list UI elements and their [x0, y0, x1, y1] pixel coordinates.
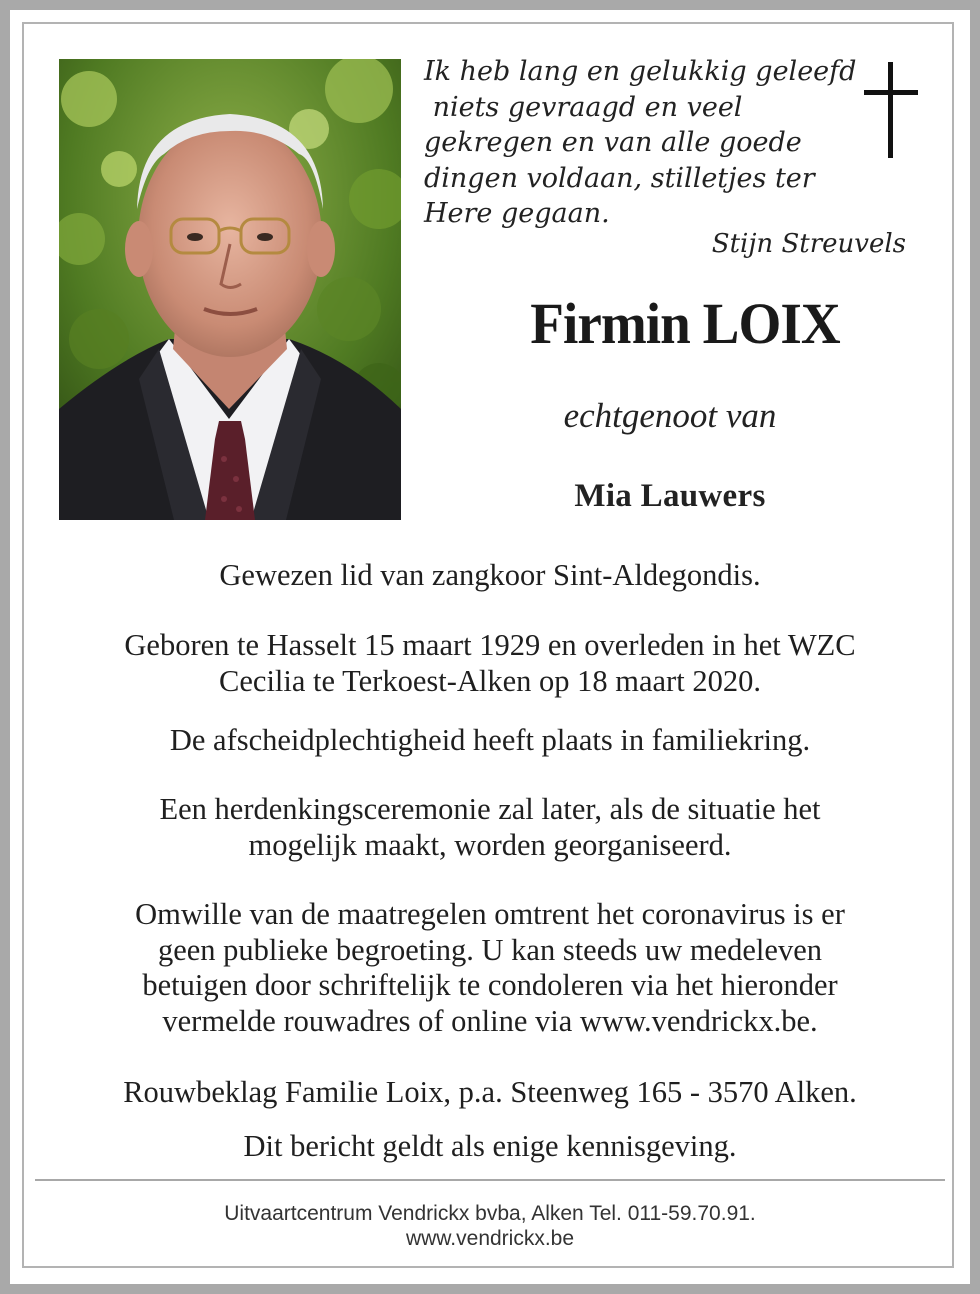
- obituary-card: [10, 10, 970, 1284]
- paragraph-line: vermelde rouwadres of online via www.vendrickx.be.: [162, 1003, 818, 1038]
- footer-divider: [35, 1179, 945, 1181]
- paragraph-line: betuigen door schriftelijk te condoleren via het hieronder: [142, 968, 838, 1002]
- membership-paragraph: [50, 558, 930, 594]
- ceremony-paragraph: [50, 792, 930, 863]
- paragraph-line: Rouwbeklag Familie Loix, p.a. Steenweg 165 - 3570 Alken.: [123, 1075, 857, 1109]
- poem-author: Stijn Streuvels: [711, 229, 906, 259]
- poem-line: dingen voldaan, stilletjes ter: [424, 162, 815, 194]
- poem-line: Ik heb lang en gelukkig geleefd: [424, 56, 857, 87]
- relation-label: echtgenoot van: [563, 396, 777, 435]
- paragraph-line: Een herdenkingsceremonie zal later, als de situatie het: [159, 792, 821, 826]
- paragraph-line: Dit bericht geldt als enige kennisgeving.: [243, 1129, 737, 1163]
- paragraph-line: Geboren te Hasselt 15 maart 1929 en overleden in het WZC: [124, 628, 856, 662]
- paragraph-line: De afscheidplechtigheid heeft plaats in familiekring.: [169, 723, 811, 757]
- paragraph-line: Omwille van de maatregelen omtrent het coronavirus is er: [135, 897, 845, 931]
- poem-text: [424, 54, 857, 232]
- poem-line: gekregen en van alle goede: [424, 127, 802, 158]
- portrait-illustration: [59, 59, 401, 520]
- portrait-photo: [59, 59, 401, 520]
- farewell-paragraph: [50, 723, 930, 759]
- birth-death-paragraph: [50, 628, 930, 699]
- footer-website[interactable]: www.vendrickx.be: [405, 1227, 575, 1250]
- corona-paragraph: [50, 897, 930, 1039]
- poem-line: niets gevraagd en veel: [424, 91, 743, 123]
- paragraph-line: Gewezen lid van zangkoor Sint-Aldegondis.: [219, 558, 761, 592]
- spouse-name: Mia Lauwers: [574, 478, 766, 514]
- footer-company: Uitvaartcentrum Vendrickx bvba, Alken Tel. 011-59.70.91.: [224, 1202, 756, 1225]
- notice-paragraph: [50, 1129, 930, 1165]
- paragraph-line: geen publieke begroeting. U kan steeds uw medeleven: [157, 932, 822, 967]
- poem-line: Here gegaan.: [424, 198, 610, 229]
- deceased-name: Firmin LOIX: [530, 291, 840, 356]
- address-paragraph: [50, 1075, 930, 1111]
- paragraph-line: mogelijk maakt, worden georganiseerd.: [248, 827, 732, 862]
- cross-icon: [862, 62, 922, 158]
- paragraph-line: Cecilia te Terkoest-Alken op 18 maart 2020.: [219, 663, 761, 698]
